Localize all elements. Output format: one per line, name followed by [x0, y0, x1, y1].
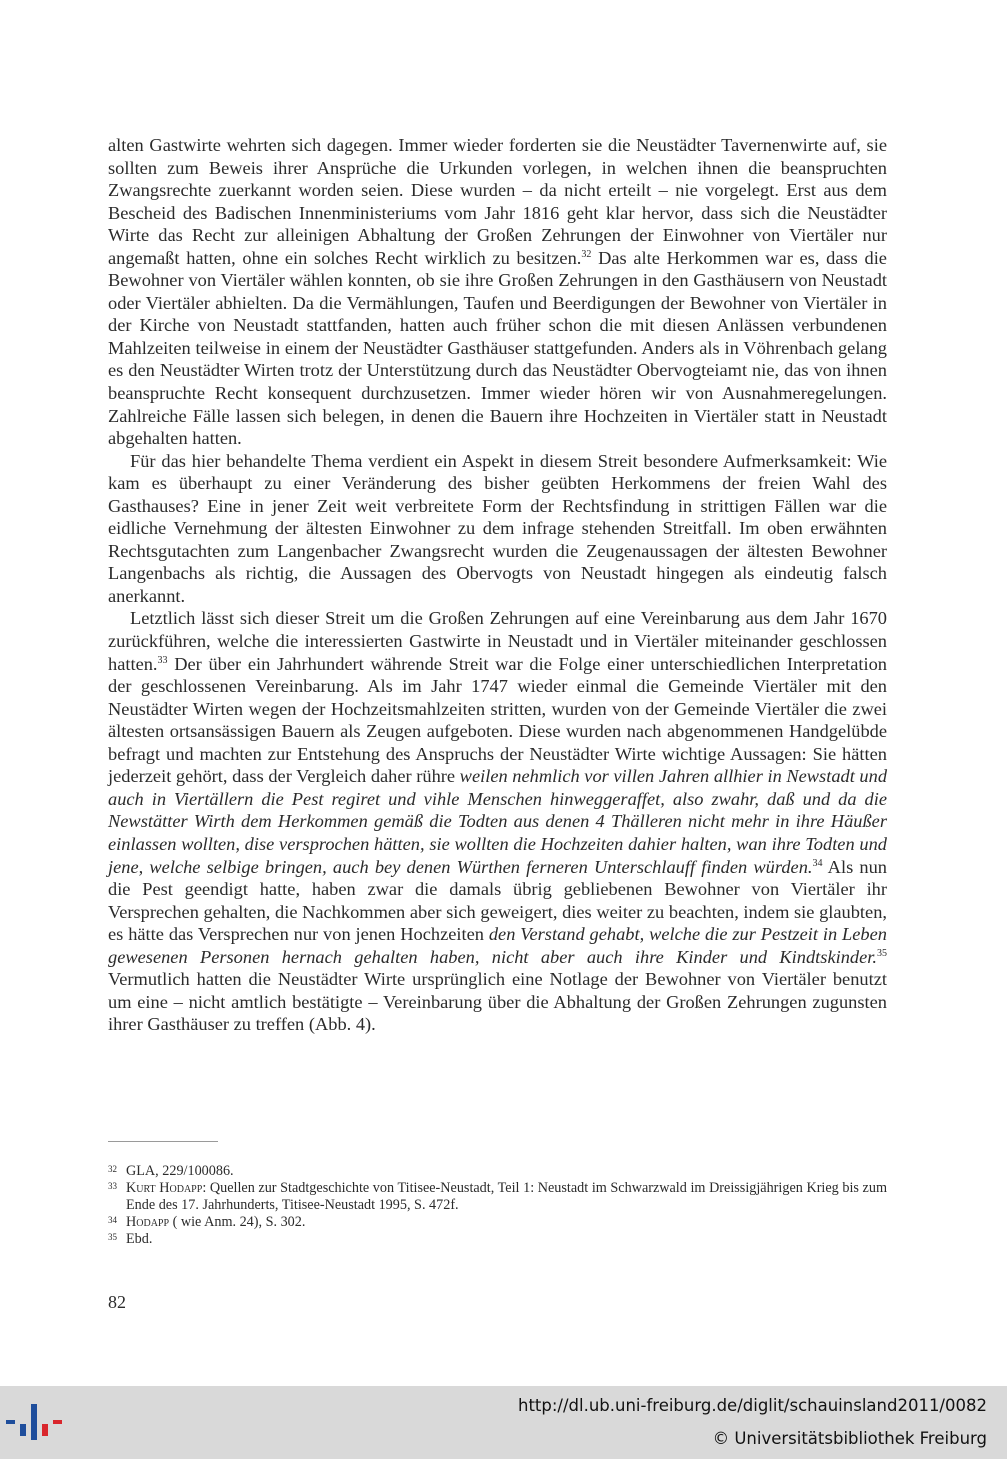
footnote-text: GLA, 229/100086.	[126, 1163, 234, 1179]
main-text	[108, 134, 887, 1036]
paragraph: alten Gastwirte wehrten sich dagegen. Immer wieder forderten sie die Neustädter Tavernenwirte auf, sie sollten zum Beweis ihrer Ansprüche die Urkunden vorlegen, in welchen ihnen die beanspruchten Zwangsrechte zuerkannt worden seien. Diese wurden – da nicht erteilt – nie vorgelegt. Erst aus dem Bescheid des Badischen Innenministeriums vom Jahr 1816 geht klar hervor, dass sich die Neustädter Wirte das Recht zur alleinigen Abhaltung der Großen Zehrungen der Einwohner von Viertäler nur angemaßt hatten, ohne ein solches Recht wirklich zu besitzen.$^{32}$ Das alte Herkommen war es, dass die Bewohner von Viertäler wählen konnten, ob sie ihre Großen Zehrungen in den Gasthäusern von Neustadt oder Viertäler abhielten. Da die Vermählungen, Taufen und Beerdigungen der Bewohner von Viertäler in der Kirche von Neustadt stattfanden, hatten auch früher schon die mit diesen Anlässen verbundenen Mahlzeiten teilweise in einem der Neustädter Gasthäuser stattgefunden. Anders als in Vöhrenbach gelang es den Neustädter Wirten trotz der Unterstützung durch das Neustädter Obervogteiamt nie, das von ihnen beanspruchte Recht konsequent durchzusetzen. Immer wieder hören wir von Ausnahmeregelungen. Zahlreiche Fälle lassen sich belegen, in denen die Bauern ihre Hochzeiten in Viertäler statt in Neustadt abgehalten hatten.	[108, 135, 887, 449]
footnote-ref[interactable]: 32	[581, 248, 592, 260]
footnote-text: Hodapp ( wie Anm. 24), S. 302.	[126, 1214, 306, 1230]
footnote	[108, 1180, 887, 1214]
footnote-text: Ebd.	[126, 1231, 153, 1247]
footnotes	[108, 1163, 887, 1248]
footnote-number: 33	[108, 1181, 117, 1191]
footnote	[108, 1214, 887, 1231]
footnote-ref[interactable]: 35	[877, 947, 887, 959]
paragraph: Für das hier behandelte Thema verdient ein Aspekt in diesem Streit besondere Aufmerksamkeit: Wie kam es überhaupt zu einer Veränderung des bisher geübten Herkommens der freien Wahl des Gasthauses? Eine in jener Zeit weit verbreitete Form der Rechtsfindung in strittigen Fällen war die eidliche Vernehmung der ältesten Einwohner zu dem infrage stehenden Streitfall. Im oben erwähnten Rechtsgutachten zum Langenbacher Zwangsrecht wurden die Zeugenaussagen der ältesten Bewohner Langenbachs als richtig, die Aussagen des Obervogts von Neustadt hingegen als eindeutig falsch anerkannt.	[108, 450, 887, 606]
footnote-number: 32	[108, 1164, 117, 1174]
page-number: 82	[108, 1292, 126, 1312]
footnote-ref[interactable]: 34	[812, 857, 823, 869]
quote-italic: weilen nehmlich vor villen Jahren allhier in Newstadt und auch in Viertällern die Pest regiret und vihle Menschen hinweggeraffet, also zwahr, daß und da die Newstätter Wirth dem Herkommen gemäß die Todten aus denen 4 Thälleren nicht mehr in ihre Häußer einlassen wollten, dise versprochen hätten, sie wollten die Hochzeiten dahier halten, wan ihre Todten und jene, welche selbige bringen, auch bey denen Würthen ferneren Unterschlauff finden würden.	[108, 766, 888, 877]
footer-bar	[0, 1386, 1007, 1459]
footnote	[108, 1231, 887, 1248]
footnote-author: Hodapp	[126, 1214, 170, 1230]
footnote-number: 35	[108, 1232, 117, 1242]
footnote-author: Kurt Hodapp	[126, 1180, 203, 1196]
footnote-divider	[108, 1141, 218, 1142]
source-url-link[interactable]: http://dl.ub.uni-freiburg.de/diglit/schauinsland2011/0082	[517, 1396, 987, 1415]
footnote	[108, 1163, 887, 1180]
footnote-number: 34	[108, 1215, 117, 1225]
paragraph: Letztlich lässt sich dieser Streit um die Großen Zehrungen auf eine Vereinbarung aus dem Jahr 1670 zurückführen, welche die interessierten Gastwirte in Neustadt und in Viertäler miteinander geschlossen hatten.$^{33}$ Der über ein Jahrhundert währende Streit war die Folge einer unterschiedlichen Interpretation der geschlossenen Vereinbarung. Als im Jahr 1747 wieder einmal die Gemeinde Viertäler mit den Neustädter Wirten wegen der Hochzeitsmahlzeiten stritten, wurden von der Gemeinde Viertäler die zwei ältesten ortsansässigen Bauern als Zeugen aufgeboten. Diese wurden nach abgenommenen Handgelübde befragt und machten zur Entstehung des Anspruchs der Neustädter Wirte wichtige Aussagen: Sie hätten jederzeit gehört, dass der Vergleich daher rühre weilen nehmlich vor villen Jahren allhier in Newstadt und auch in Viertällern die Pest regiret und vihle Menschen hinweggeraffet, also zwahr, daß und da die Newstätter Wirth dem Herkommen gemäß die Todten aus denen 4 Thälleren nicht mehr in ihre Häußer einlassen wollten, dise versprochen hätten, sie wollten die Hochzeiten dahier halten, wan ihre Todten und jene, welche selbige bringen, auch bey denen Würthen ferneren Unterschlauff finden würden.$^{34}$ Als nun die Pest geendigt hatte, haben zwar die damals übrig gebliebenen Bewohner von Viertäler ihr Versprechen gehalten, die Nachkommen aber sich geweigert, dies weiter zu beachten, indem sie glaubten, es hätte das Versprechen nur von jenen Hochzeiten den Verstand gehabt, welche die zur Pestzeit in Leben gewesenen Personen hernach gehalten haben, nicht aber auch ihre Kinder und Kindtskinder.$^{35}$ Vermutlich hatten die Neustädter Wirte ursprünglich eine Notlage der Bewohner von Viertäler benutzt um eine – nicht amtlich bestätigte – Vereinbarung über die Abhaltung der Großen Zehrungen zugunsten ihrer Gasthäuser zu treffen (Abb. 4).	[108, 608, 888, 1035]
quote-italic: den Verstand gehabt, welche die zur Pestzeit in Leben gewesenen Personen hernach gehalten haben, nicht aber auch ihre Kinder und Kindtskinder.	[108, 924, 887, 967]
copyright-text: © Universitätsbibliothek Freiburg	[712, 1429, 987, 1448]
footnote-ref[interactable]: 33	[157, 654, 168, 666]
footnote-text: Kurt Hodapp: Quellen zur Stadtgeschichte von Titisee-Neustadt, Teil 1: Neustadt im Schwarzwald im Dreissigjährigen Krieg bis zum Ende des 17. Jahrhunderts, Titisee-Neustadt 1995, S. 472f.	[126, 1180, 887, 1213]
ub-freiburg-logo-icon[interactable]	[6, 1402, 62, 1442]
